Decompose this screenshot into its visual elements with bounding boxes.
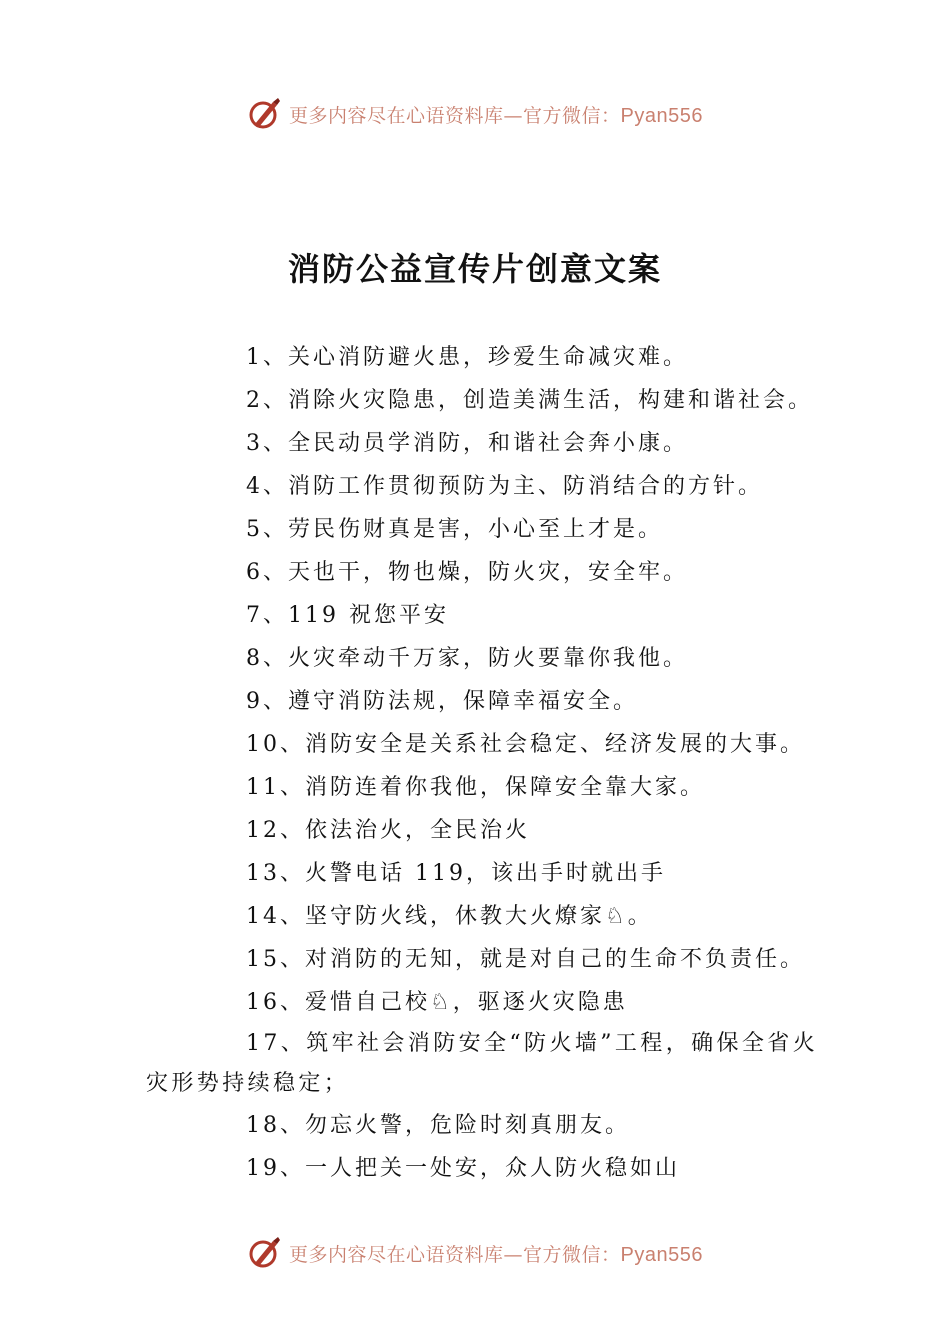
banner-text: 更多内容尽在心语资料库—官方微信：Pyan556 (289, 1243, 703, 1266)
header-banner (0, 94, 950, 134)
list-item: 2、消除火灾隐患，创造美满生活，构建和谐社会。 (246, 388, 813, 413)
list-item: 14、坚守防火线，休教大火燎家♘。 (246, 904, 653, 929)
footer-banner (0, 1233, 950, 1273)
list-item: 18、勿忘火警，危险时刻真朋友。 (246, 1113, 630, 1138)
list-item: 6、天也干，物也燥，防火灾，安全牢。 (246, 560, 688, 585)
list-item: 17、筑牢社会消防安全“防火墙”工程，确保全省火灾形势持续稳定； (146, 1031, 819, 1096)
list-item: 4、消防工作贯彻预防为主、防消结合的方针。 (246, 474, 763, 499)
list-item: 15、对消防的无知，就是对自己的生命不负责任。 (246, 947, 805, 972)
list-item: 13、火警电话 119，该出手时就出手 (246, 861, 666, 886)
list-item: 9、遵守消防法规，保障幸福安全。 (246, 689, 638, 714)
list-item: 11、消防连着你我他，保障安全靠大家。 (246, 775, 705, 800)
pen-circle-logo-icon (247, 96, 283, 132)
document-title: 消防公益宣传片创意文案 (287, 250, 662, 288)
list-item: 7、119 祝您平安 (246, 603, 449, 628)
banner-text: 更多内容尽在心语资料库—官方微信：Pyan556 (289, 104, 703, 127)
list-item: 1、关心消防避火患，珍爱生命减灾难。 (246, 345, 688, 370)
slogan-list (146, 336, 826, 1190)
list-item: 19、一人把关一处安，众人防火稳如山 (246, 1156, 680, 1181)
pen-circle-logo-icon (247, 1235, 283, 1271)
list-item: 16、爱惜自己校♘，驱逐火灾隐患 (246, 990, 628, 1015)
list-item: 5、劳民伤财真是害，小心至上才是。 (246, 517, 663, 542)
list-item: 8、火灾牵动千万家，防火要靠你我他。 (246, 646, 688, 671)
list-item: 10、消防安全是关系社会稳定、经济发展的大事。 (246, 732, 805, 757)
list-item: 3、全民动员学消防，和谐社会奔小康。 (246, 431, 688, 456)
list-item: 12、依法治火，全民治火 (246, 818, 530, 843)
